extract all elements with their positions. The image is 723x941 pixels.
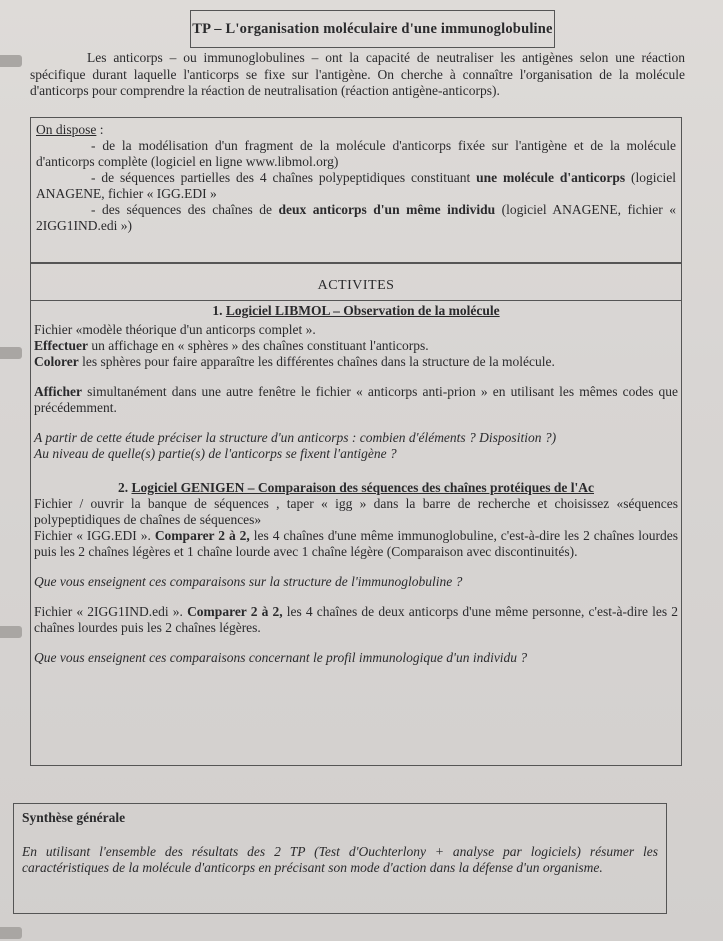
section-1-heading	[31, 300, 681, 322]
materials-item-3-text: - des séquences des chaînes de	[91, 202, 279, 217]
step-show-text: simultanément dans une autre fenêtre le fichier « anticorps anti-prion » en utilisant les mêmes codes que précédemment.	[34, 384, 678, 415]
materials-item-2-text: - de séquences partielles des 4 chaînes polypeptidiques constituant	[91, 170, 477, 185]
punch-hole-mark	[0, 347, 22, 359]
step-compare-individual-text: les 4 chaînes de deux anticorps d'une même personne, c'est-à-dire les 2 chaînes lourdes puis les 2 chaînes légères.	[34, 604, 678, 635]
materials-box	[30, 117, 682, 263]
section-2-heading	[34, 480, 678, 496]
materials-item-2-bold: une molécule d'anticorps	[476, 170, 626, 185]
step-compare-igg-text: les 4 chaînes d'une même immunoglobuline, c'est-à-dire les 2 chaînes lourdes puis les 2 chaînes légères et 1 chaîne lourde avec 1 chaîne légère (Comparaison avec discontinuités).	[34, 528, 678, 559]
document-title: TP – L'organisation moléculaire d'une immunoglobuline	[190, 10, 555, 48]
section-1-title: Logiciel LIBMOL – Observation de la molécule	[225, 303, 500, 318]
synthesis-box	[13, 803, 667, 914]
synthesis-text: En utilisant l'ensemble des résultats des 2 TP (Test d'Ouchterlony + analyse par logiciels) résumer les caractéristiques de la molécule d'anticorps en précisant son mode d'action dans la défense d'un organisme.	[22, 844, 658, 875]
materials-item-1: - de la modélisation d'un fragment de la molécule d'anticorps fixée sur l'antigène et de la molécule d'anticorps complète (logiciel en ligne www.libmol.org)	[36, 138, 676, 169]
step-compare-igg-verb: Comparer 2 à 2,	[154, 528, 250, 543]
section-2-number: 2.	[117, 480, 132, 495]
synthesis-heading: Synthèse générale	[22, 810, 126, 825]
materials-heading: On dispose	[36, 122, 97, 137]
materials-item-2-end: (logiciel ANAGENE, fichier « IGG.EDI »	[36, 170, 677, 201]
question-immunological-profile: Que vous enseignent ces comparaisons concernant le profil immunologique d'un individu ?	[34, 650, 528, 665]
section-2-title: Logiciel GENIGEN – Comparaison des séquences des chaînes protéiques de l'Ac	[131, 480, 595, 495]
materials-item-3-bold: deux anticorps d'un même individu	[278, 202, 496, 217]
step-compare-individual-file: Fichier « 2IGG1IND.edi ».	[34, 604, 188, 619]
section-1-number: 1.	[212, 303, 226, 318]
step-compare-igg-file: Fichier « IGG.EDI ».	[34, 528, 155, 543]
materials-colon: :	[96, 122, 104, 137]
intro-paragraph	[30, 50, 685, 100]
step-color-text: les sphères pour faire apparaître les différentes chaînes dans la structure de la molécule.	[78, 354, 555, 369]
question-binding-site: Au niveau de quelle(s) partie(s) de l'anticorps se fixent l'antigène ?	[34, 446, 397, 461]
question-structure: A partir de cette étude préciser la structure d'un anticorps : combien d'éléments ? Disposition ?)	[34, 430, 557, 445]
materials-item-2	[36, 170, 676, 202]
punch-hole-mark	[0, 626, 22, 638]
materials-item-3-end: (logiciel ANAGENE, fichier « 2IGG1IND.edi »)	[36, 202, 677, 233]
step-show-prion	[34, 384, 678, 416]
step-open-bank: Fichier / ouvrir la banque de séquences , taper « igg » dans la barre de recherche et choisissez «séquences polypeptidiques de chaînes de séquences»	[34, 496, 678, 527]
step-display-verb: Effectuer	[34, 338, 88, 353]
step-compare-individual-verb: Comparer 2 à 2,	[187, 604, 283, 619]
step-compare-individual	[34, 604, 678, 636]
activities-box	[30, 263, 682, 766]
activities-body	[34, 322, 678, 666]
question-structure-comparison: Que vous enseignent ces comparaisons sur la structure de l'immunoglobuline ?	[34, 574, 463, 589]
activities-title: ACTIVITES	[31, 264, 681, 301]
intro-text: Les anticorps – ou immunoglobulines – ont la capacité de neutraliser les antigènes selon une réaction spécifique durant laquelle l'anticorps se fixe sur l'antigène. On cherche à connaître l'organisation de la molécule d'anticorps pour comprendre la réaction de neutralisation (réaction antigène-anticorps).	[30, 50, 685, 98]
step-display-text: un affichage en « sphères » des chaînes constituant l'anticorps.	[87, 338, 429, 353]
step-show-verb: Afficher	[34, 384, 82, 399]
materials-item-3	[36, 202, 676, 234]
step-color-verb: Colorer	[34, 354, 79, 369]
punch-hole-mark	[0, 927, 22, 939]
step-compare-igg	[34, 528, 678, 560]
punch-hole-mark	[0, 55, 22, 67]
step-file-model: Fichier «modèle théorique d'un anticorps complet ».	[34, 322, 316, 337]
step-display-spheres	[34, 338, 678, 354]
step-color-spheres	[34, 354, 678, 370]
